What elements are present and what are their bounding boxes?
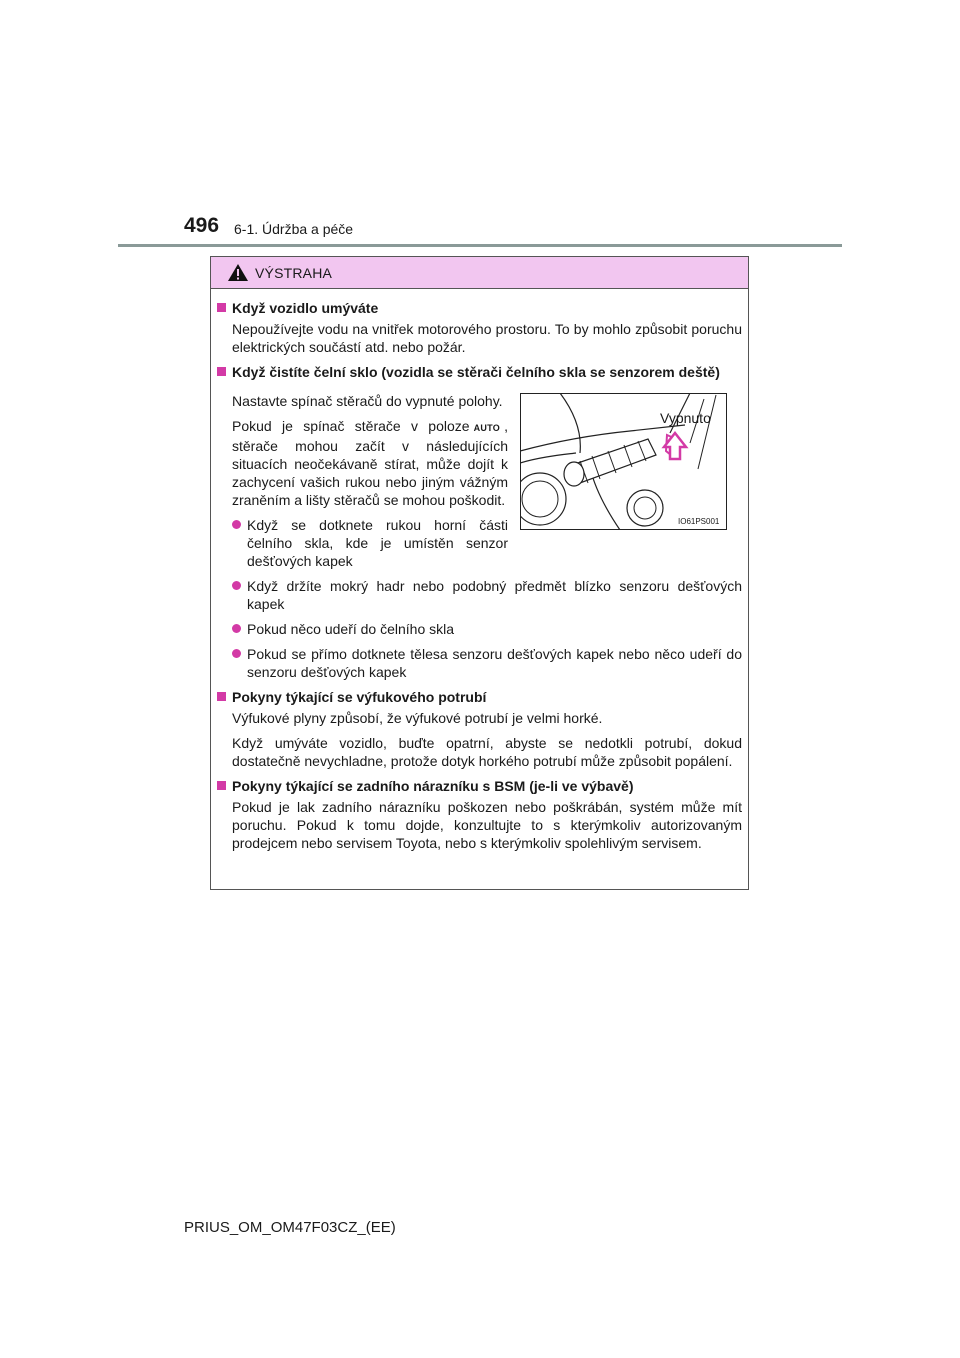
paragraph — [217, 417, 508, 509]
section-heading — [217, 688, 742, 706]
warning-header — [211, 257, 748, 289]
list-item — [217, 645, 742, 681]
section-heading — [217, 363, 742, 381]
heading-text: Pokyny týkající se výfukového potrubí — [232, 689, 487, 705]
text-with-figure — [217, 389, 742, 570]
section-heading — [217, 777, 742, 795]
page-number: 496 — [184, 214, 220, 237]
list-item-text: Pokud něco udeří do čelního skla — [247, 621, 455, 637]
header-rule — [118, 244, 842, 247]
wiper-switch-figure — [520, 393, 727, 530]
square-bullet-icon — [217, 303, 226, 312]
square-bullet-icon — [217, 781, 226, 790]
list-item-text: Když držíte mokrý hadr nebo podobný předmět blízko senzoru dešťových kapek — [247, 578, 742, 612]
round-bullet-icon — [232, 581, 241, 590]
square-bullet-icon — [217, 367, 226, 376]
paragraph: Výfukové plyny způsobí, že výfukové potrubí je velmi horké. — [232, 710, 603, 726]
heading-text: Když čistíte čelní sklo (vozidla se stěrači čelního skla se senzorem deště) — [232, 364, 720, 380]
paragraph: Pokud je lak zadního nárazníku poškozen nebo poškrábán, systém může mít poruchu. Pokud k tomu dojde, konzultujte to s kterýmkoliv autorizovaným prodejcem nebo servisem Toyota, nebo s kterýmkoliv spolehlivým servisem. — [232, 799, 742, 851]
paragraph: Když umýváte vozidlo, buďte opatrní, abyste se nedotkli potrubí, dokud dostatečně nevychladne, protože dotyk horkého potrubí může způsobit popálení. — [232, 735, 742, 769]
heading-text: Když vozidlo umýváte — [232, 300, 379, 316]
warning-icon — [227, 263, 249, 282]
figure-label: Vypnuto — [660, 410, 711, 426]
text-run: Pokud je spínač stěrače v poloze — [232, 418, 470, 434]
list-item-text: Když se dotknete rukou horní části čelního skla, kde je umístěn senzor dešťových kapek — [247, 517, 508, 569]
list-item — [217, 516, 508, 570]
section-title: 6-1. Údržba a péče — [234, 221, 354, 237]
footer-doc-id: PRIUS_OM_OM47F03CZ_(EE) — [184, 1219, 396, 1236]
figure-code: IO61PS001 — [678, 517, 720, 526]
paragraph: Nepoužívejte vodu na vnitřek motorového prostoru. To by mohlo způsobit poruchu elektrických součástí atd. nebo požár. — [232, 321, 742, 355]
list-item-text: Pokud se přímo dotknete tělesa senzoru dešťových kapek nebo něco udeří do senzoru dešťových kapek — [247, 646, 742, 680]
split-text — [217, 389, 508, 570]
paragraph: Nastavte spínač stěračů do vypnuté polohy. — [232, 393, 503, 409]
wiper-switch-illustration — [520, 393, 727, 530]
square-bullet-icon — [217, 692, 226, 701]
heading-text: Pokyny týkající se zadního nárazníku s BSM (je-li ve výbavě) — [232, 778, 634, 794]
warning-title: VÝSTRAHA — [255, 264, 333, 281]
round-bullet-icon — [232, 649, 241, 658]
round-bullet-icon — [232, 624, 241, 633]
list-item — [217, 620, 742, 638]
auto-switch-icon: AUTO — [473, 423, 501, 433]
list-item — [217, 577, 742, 613]
warning-box — [210, 256, 749, 890]
warning-content — [211, 289, 748, 889]
text-run: , stěrače mohou začít v následujících situacích neočekávaně stírat, může dojít k zachycení vašich rukou nebo jiným vážným zraněním a lišty stěračů se mohou poškodit. — [232, 418, 508, 508]
section-heading — [217, 299, 742, 317]
round-bullet-icon — [232, 520, 241, 529]
